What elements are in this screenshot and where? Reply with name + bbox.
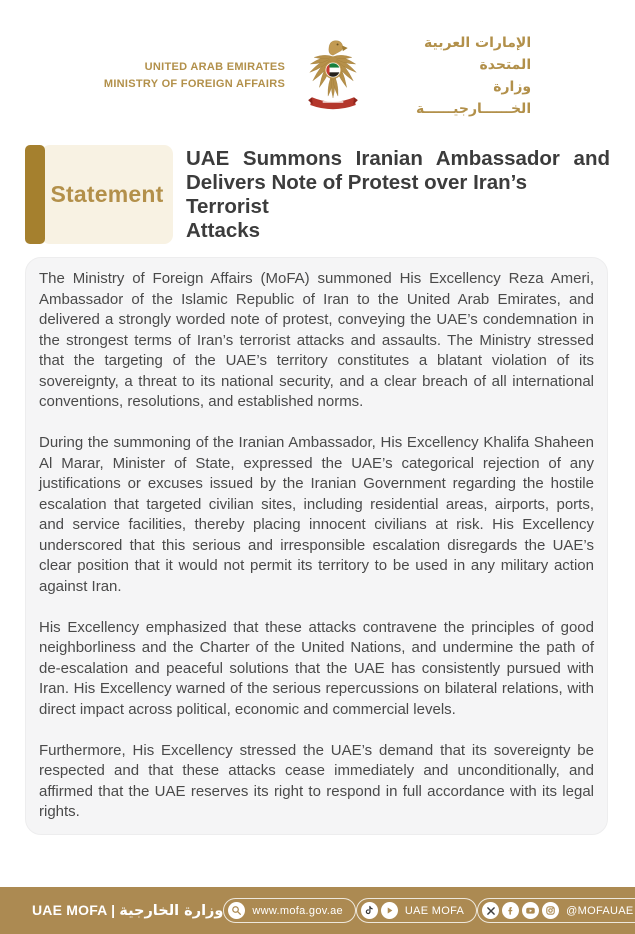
paragraph-3: His Excellency emphasized that these attacks contravene the principles of good neighborliness and the Charter of the United Nations, and undermine the path of de-escalation and peaceful solutions that the UAE has consistently pursued with Iran. His Excellency warned of the serious repercussions on bilateral relations, with direct impact across political, economic and commercial levels.	[39, 618, 594, 718]
video-channels-label: UAE MOFA	[404, 904, 465, 917]
statement-body	[25, 257, 608, 835]
social-media-pill[interactable]	[477, 898, 635, 923]
org-ar-line2: وزارة الخــــــارجيــــــة	[415, 79, 532, 117]
social-handle-label: @MOFAUAE	[566, 904, 634, 917]
footer-brand-en: UAE MOFA	[32, 902, 107, 918]
falcon-head	[329, 41, 343, 56]
emblem-banner	[310, 97, 356, 109]
search-icon	[228, 902, 245, 919]
title-line-1: UAE Summons Iranian Ambassador and	[186, 146, 610, 170]
title-line-2: Delivers Note of Protest over Iran’s Terrorist	[186, 170, 528, 218]
statement-label: Statement	[50, 181, 164, 207]
tiktok-icon	[361, 902, 378, 919]
footer-brand	[32, 902, 223, 919]
title-line-3: Attacks	[186, 218, 261, 242]
youtube-play-icon	[381, 902, 398, 919]
statement-header	[25, 145, 610, 244]
x-icon	[482, 902, 499, 919]
ministry-name-arabic	[381, 32, 531, 120]
header	[0, 34, 635, 118]
website-pill[interactable]	[223, 898, 356, 923]
footer-brand-ar: وزارة الخارجية	[119, 903, 224, 919]
website-label: www.mofa.gov.ae	[252, 904, 343, 917]
paragraph-4: Furthermore, His Excellency stressed the UAE’s demand that its sovereignty be respected and that these attacks cease immediately and unconditionally, and affirmed that the UAE reserves its right to respond in full accordance with its legal rights.	[39, 741, 594, 820]
paragraph-2: During the summoning of the Iranian Ambassador, His Excellency Khalifa Shaheen Al Marar, Minister of State, expressed the UAE’s categorical rejection of any justifications or excuses issued by the Iranian Government regarding the hostile escalation that targeted civilian sites, including residential areas, airports, ports, and service facilities, thereby placing innocent civilians at risk. His Excellency underscored that this serious and irresponsible escalation disregards the UAE’s clear position that it would not permit its territory to be used in any military action against Iran.	[39, 434, 594, 595]
org-ar-line1: الإمارات العربية المتحدة	[424, 35, 532, 73]
paragraph-1: The Ministry of Foreign Affairs (MoFA) summoned His Excellency Reza Ameri, Ambassador of the Islamic Republic of Iran to the United Arab Emirates, and delivered a strongly worded note of protest, conveying the UAE’s condemnation in the strongest terms of Iran’s terrorist attacks and assaults. The Ministry stressed that the targeting of the UAE’s territory constitutes a blatant violation of its sovereignty, a threat to its national security, and a clear breach of all international conventions, resolutions, and established norms.	[39, 270, 594, 410]
facebook-icon	[502, 902, 519, 919]
falcon-eye	[337, 43, 339, 45]
video-channels-pill[interactable]	[356, 898, 477, 923]
youtube-icon	[522, 902, 539, 919]
ministry-name-english	[104, 59, 285, 93]
instagram-icon	[542, 902, 559, 919]
org-en-line2: MINISTRY OF FOREIGN AFFAIRS	[103, 78, 286, 90]
footer-brand-separator: |	[111, 902, 116, 918]
statement-badge	[41, 145, 173, 244]
org-en-line1: UNITED ARAB EMIRATES	[144, 61, 286, 73]
statement-accent-bar	[25, 145, 45, 244]
uae-falcon-emblem	[298, 34, 368, 118]
statement-title	[186, 147, 610, 243]
falcon-beak	[342, 46, 348, 52]
footer-bar	[0, 887, 635, 934]
